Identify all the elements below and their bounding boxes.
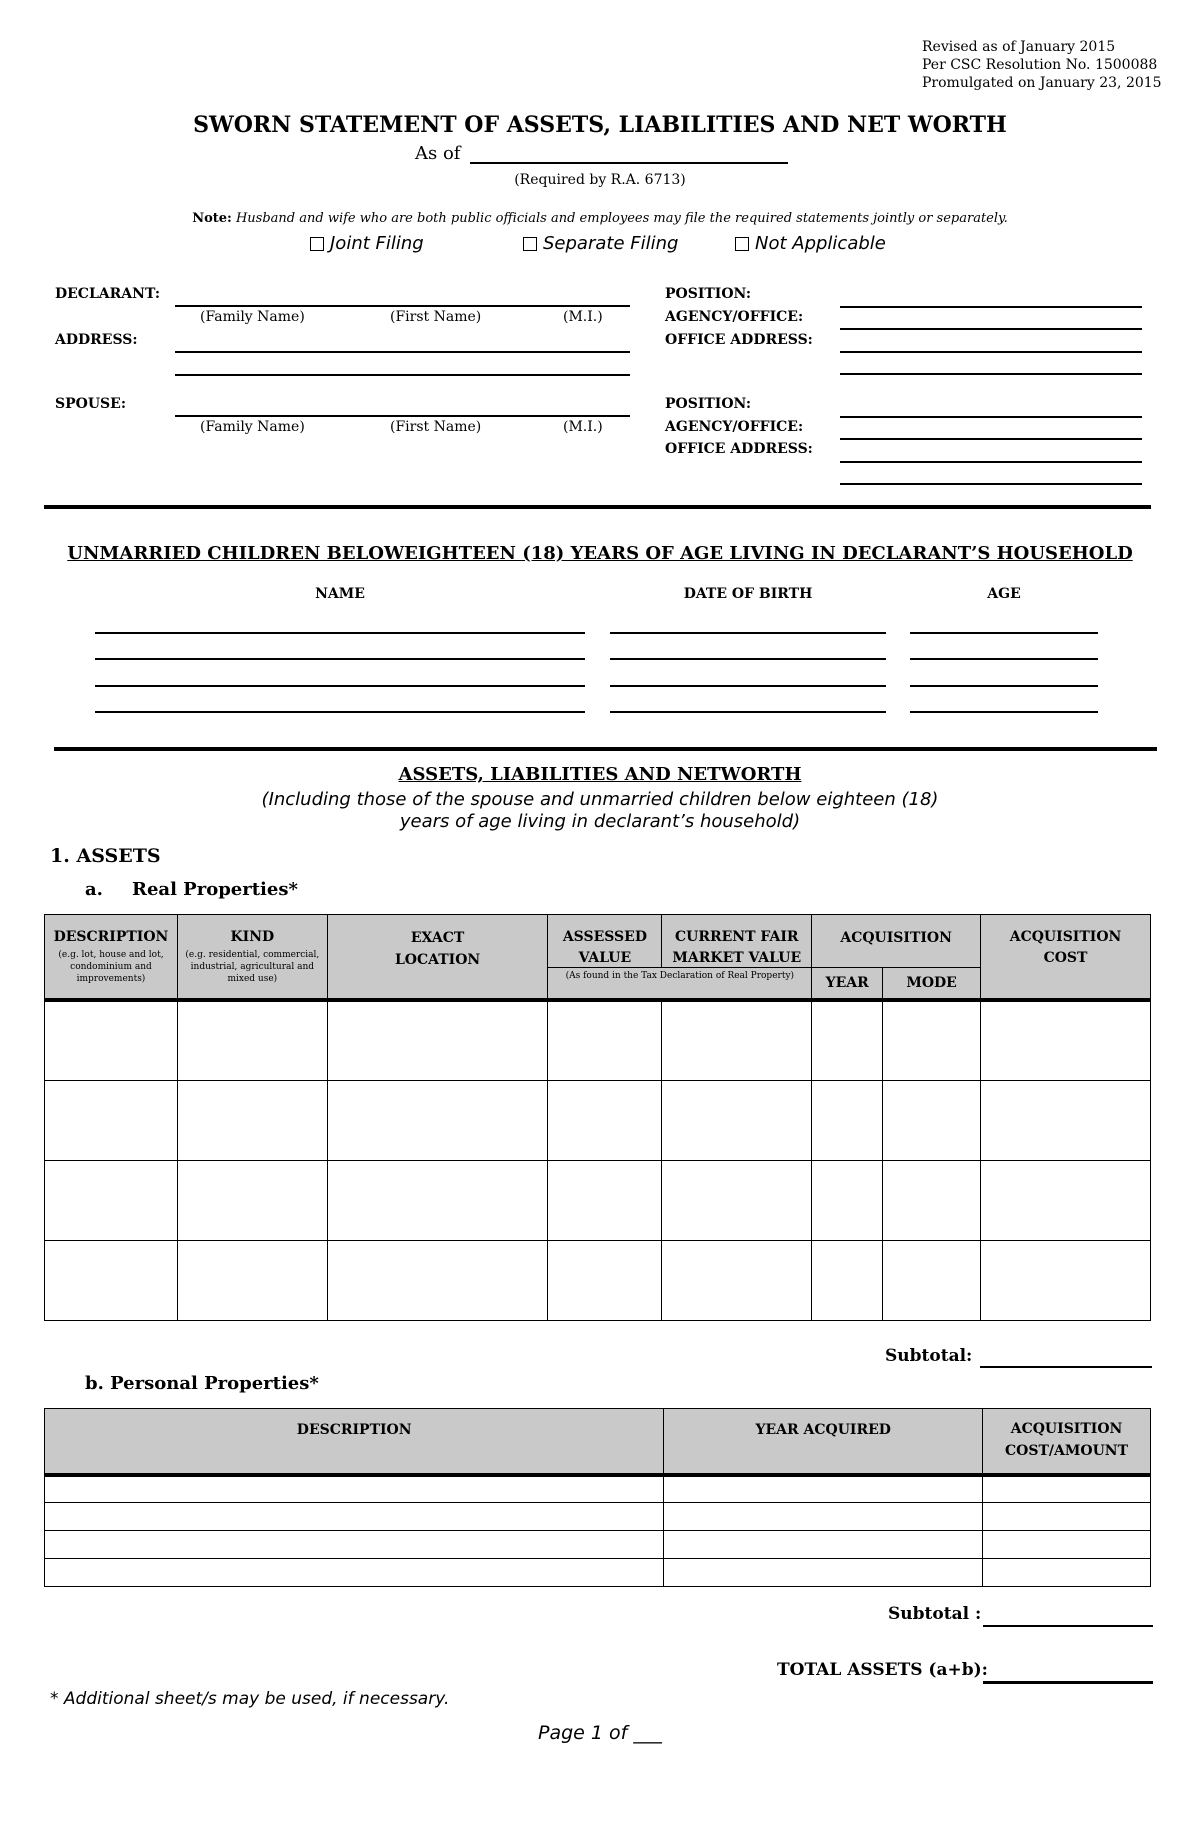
child-name-field[interactable] [95,711,585,713]
cell[interactable] [548,1000,662,1080]
child-age-field[interactable] [910,658,1098,660]
option-label: Separate Filing [543,233,679,254]
spouse-agency-label: AGENCY/OFFICE: [665,419,804,435]
child-name-field[interactable] [95,632,585,634]
spouse-agency-field[interactable] [840,438,1142,440]
header-label: KIND [230,929,275,945]
revision-line: Per CSC Resolution No. 1500088 [922,57,1158,73]
col-name: NAME [315,586,365,602]
header-label: YEAR [825,975,869,991]
child-name-field[interactable] [95,658,585,660]
header-year-acquired [664,1409,983,1475]
header-label: DESCRIPTION [296,1422,412,1438]
cell[interactable] [883,1080,981,1160]
real-properties-label: Real Properties* [132,879,298,900]
header-year [812,968,883,1001]
office-address-field[interactable] [840,351,1142,353]
child-dob-field[interactable] [610,711,886,713]
real-properties-letter: a. [85,879,103,900]
cell[interactable] [45,1503,664,1531]
cell[interactable] [664,1559,983,1587]
agency-field[interactable] [840,328,1142,330]
as-of-label: As of [415,143,461,164]
office-address-label: OFFICE ADDRESS: [665,332,813,348]
cell[interactable] [981,1080,1151,1160]
child-dob-field[interactable] [610,632,886,634]
cell[interactable] [177,1240,327,1320]
page-title: SWORN STATEMENT OF ASSETS, LIABILITIES AND NET WORTH [193,112,1007,138]
header-description [45,915,178,1001]
spouse-office-address-field[interactable] [840,461,1142,463]
cell[interactable] [327,1000,548,1080]
spouse-label: SPOUSE: [55,396,126,412]
cell[interactable] [45,1531,664,1559]
alnw-sub-1: (Including those of the spouse and unmarried children below eighteen (18) [261,789,939,810]
col-age: AGE [987,586,1021,602]
cell[interactable] [548,1240,662,1320]
note-text: Husband and wife who are both public officials and employees may file the required statements jointly or separately. [235,211,1008,226]
table-row [45,1240,1151,1320]
header-label: MARKET VALUE [672,950,802,966]
child-age-field[interactable] [910,711,1098,713]
child-dob-field[interactable] [610,658,886,660]
header-assessed [548,915,662,968]
header-label: COST/AMOUNT [1005,1443,1128,1459]
cell[interactable] [664,1503,983,1531]
header-label: DESCRIPTION [53,929,169,945]
header-sub: (As found in the Tax Declaration of Real Property) [565,971,795,981]
header-kind [177,915,327,1001]
address-field-2[interactable] [175,374,630,376]
family-name-caption: (Family Name) [200,309,305,325]
total-assets-label: TOTAL ASSETS (a+b): [777,1660,988,1680]
cell[interactable] [662,1160,812,1240]
cell[interactable] [548,1160,662,1240]
header-mode [883,968,981,1001]
header-label: VALUE [578,950,632,966]
checkbox-icon[interactable] [735,237,749,251]
cell[interactable] [812,1240,883,1320]
option-label: Not Applicable [755,233,886,254]
family-name-caption: (Family Name) [200,419,305,435]
revision-line: Revised as of January 2015 [922,39,1116,55]
checkbox-icon[interactable] [310,237,324,251]
real-subtotal-field[interactable] [980,1366,1152,1368]
cell[interactable] [883,1000,981,1080]
header-label: ACQUISITION [1010,1421,1123,1437]
mi-caption: (M.I.) [563,419,603,435]
header-acquisition-cost [983,1409,1151,1475]
table-row [45,1531,1151,1559]
child-age-field[interactable] [910,632,1098,634]
cell[interactable] [327,1080,548,1160]
spouse-position-label: POSITION: [665,396,752,412]
header-label: ACQUISITION [840,930,952,946]
joint-filing-option[interactable] [310,233,424,254]
cell[interactable] [45,1000,178,1080]
cell[interactable] [883,1160,981,1240]
assets-label: 1. ASSETS [50,845,161,867]
cell[interactable] [812,1000,883,1080]
spouse-name-field[interactable] [175,415,630,417]
cell[interactable] [983,1475,1151,1503]
revision-line: Promulgated on January 23, 2015 [922,75,1162,91]
header-sub: (e.g. residential, commercial, industrial, agricultural and mixed use) [185,950,320,984]
child-age-field[interactable] [910,685,1098,687]
real-properties-table [44,914,1151,1321]
cell[interactable] [981,1160,1151,1240]
cell[interactable] [983,1503,1151,1531]
table-row [45,1475,1151,1503]
header-value-note [548,968,812,1001]
header-description [45,1409,664,1475]
footnote: * Additional sheet/s may be used, if necessary. [50,1689,450,1709]
cell[interactable] [45,1160,178,1240]
header-label: ASSESSED [562,929,647,945]
first-name-caption: (First Name) [390,419,482,435]
section-divider [44,505,1151,509]
cell[interactable] [45,1475,664,1503]
header-label: EXACT [410,930,465,946]
section-divider [54,747,1157,751]
declarant-name-field[interactable] [175,305,630,307]
not-applicable-option[interactable] [735,233,886,254]
address-label: ADDRESS: [55,332,138,348]
cell[interactable] [177,1080,327,1160]
cell[interactable] [327,1240,548,1320]
table-row [45,1503,1151,1531]
personal-subtotal-label: Subtotal : [888,1604,982,1624]
header-label: COST [1043,950,1088,966]
first-name-caption: (First Name) [390,309,482,325]
declarant-label: DECLARANT: [55,286,161,302]
mi-caption: (M.I.) [563,309,603,325]
alnw-sub-2: years of age living in declarant’s household) [399,811,801,832]
cell[interactable] [664,1531,983,1559]
cell[interactable] [664,1475,983,1503]
spouse-office-address-field-2[interactable] [840,483,1142,485]
required-by: (Required by R.A. 6713) [514,172,686,188]
header-label: CURRENT FAIR [675,929,799,945]
cell[interactable] [983,1559,1151,1587]
cell[interactable] [177,1160,327,1240]
child-dob-field[interactable] [610,685,886,687]
cell[interactable] [548,1080,662,1160]
cell[interactable] [45,1559,664,1587]
table-row [45,1160,1151,1240]
table-row [45,1080,1151,1160]
note-label: Note: [192,211,232,226]
page-number: Page 1 of ___ [538,1722,662,1744]
checkbox-icon[interactable] [523,237,537,251]
cell[interactable] [883,1240,981,1320]
cell[interactable] [812,1160,883,1240]
header-fair-value [662,915,812,968]
address-field[interactable] [175,351,630,353]
header-acquisition [812,915,981,968]
header-label: LOCATION [394,952,481,968]
office-address-field-2[interactable] [840,373,1142,375]
cell[interactable] [983,1531,1151,1559]
note [0,211,1200,226]
alnw-heading: ASSETS, LIABILITIES AND NETWORTH [398,764,802,785]
spouse-office-address-label: OFFICE ADDRESS: [665,441,813,457]
header-acquisition-cost [981,915,1151,1001]
agency-label: AGENCY/OFFICE: [665,309,804,325]
cell[interactable] [812,1080,883,1160]
option-label: Joint Filing [330,233,424,254]
header-location [327,915,548,1001]
col-dob: DATE OF BIRTH [683,586,813,602]
cell[interactable] [662,1240,812,1320]
position-label: POSITION: [665,286,752,302]
table-row [45,1000,1151,1080]
cell[interactable] [662,1000,812,1080]
separate-filing-option[interactable] [523,233,678,254]
cell[interactable] [177,1000,327,1080]
cell[interactable] [981,1240,1151,1320]
personal-properties-label: b. Personal Properties* [85,1373,319,1394]
personal-subtotal-field[interactable] [983,1625,1153,1627]
cell[interactable] [45,1080,178,1160]
header-label: MODE [906,975,957,991]
total-assets-field[interactable] [983,1681,1153,1684]
revision-note [922,38,1162,92]
spouse-position-field[interactable] [840,416,1142,418]
child-name-field[interactable] [95,685,585,687]
real-subtotal-label: Subtotal: [885,1346,973,1366]
cell[interactable] [327,1160,548,1240]
cell[interactable] [981,1000,1151,1080]
cell[interactable] [662,1080,812,1160]
position-field[interactable] [840,306,1142,308]
header-sub: (e.g. lot, house and lot, condominium and improvements) [58,950,164,984]
personal-properties-table [44,1408,1151,1587]
as-of-field[interactable] [470,162,788,164]
cell[interactable] [45,1240,178,1320]
children-heading: UNMARRIED CHILDREN BELOWEIGHTEEN (18) YEARS OF AGE LIVING IN DECLARANT’S HOUSEHOLD [67,543,1133,564]
header-label: YEAR ACQUIRED [755,1422,891,1438]
table-row [45,1559,1151,1587]
header-label: ACQUISITION [1009,929,1122,945]
